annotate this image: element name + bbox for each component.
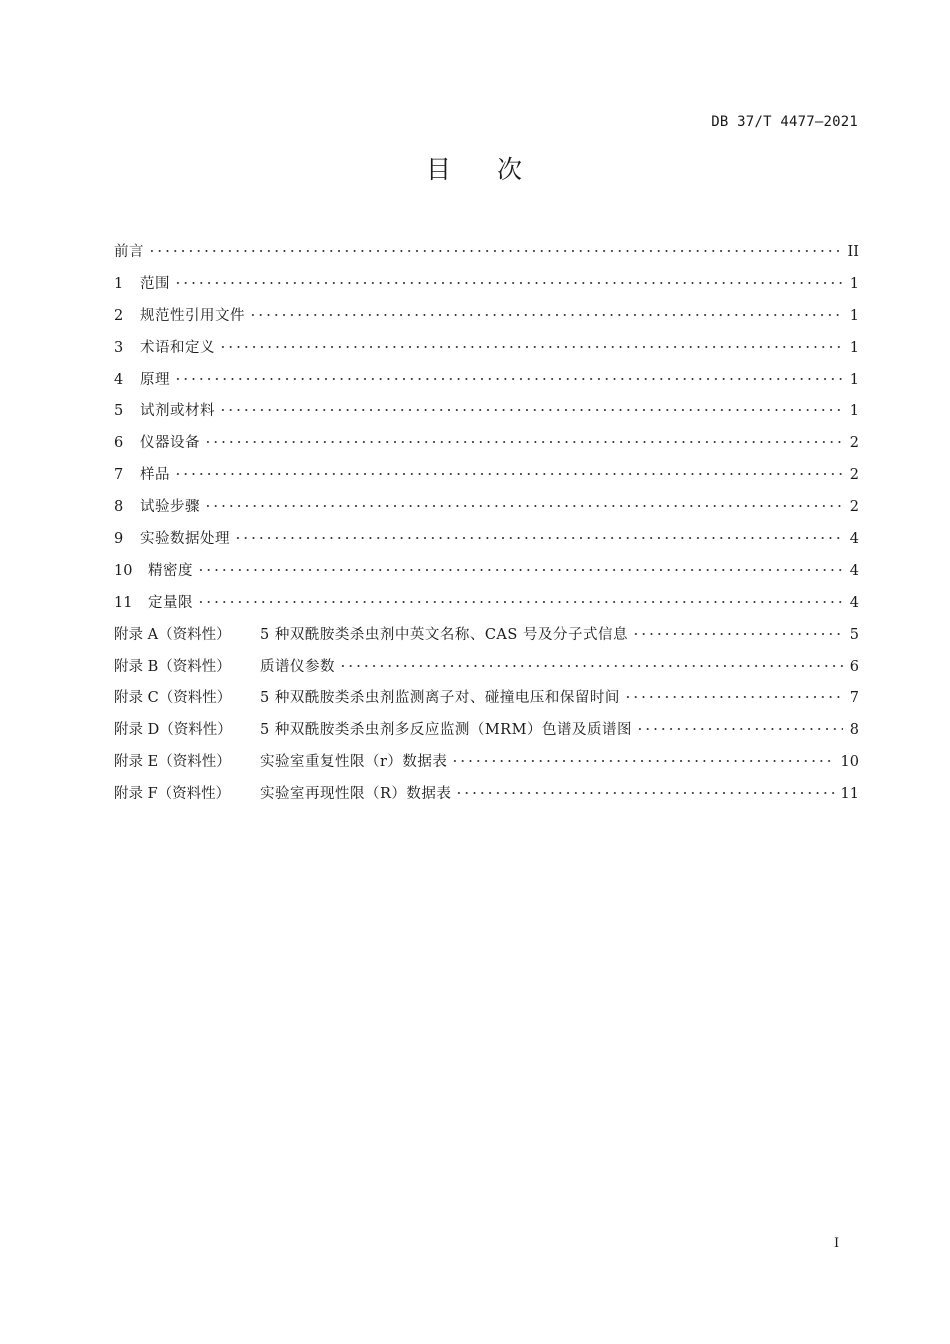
toc-entry-label: 前言 [114, 244, 144, 260]
toc-leader-dots [148, 236, 842, 256]
toc-entry-number: 11 [114, 594, 133, 611]
toc-entry-number: 2 [114, 307, 124, 324]
toc-entry-10[interactable] [114, 555, 859, 587]
toc-entry-2[interactable] [114, 300, 859, 332]
toc-leader-dots [234, 523, 843, 543]
toc-entry-label: 定量限 [148, 594, 193, 611]
page-title [0, 150, 950, 186]
toc-entry-page: 1 [849, 403, 859, 420]
toc-entry-label: 5 种双酰胺类杀虫剂多反应监测（MRM）色谱及质谱图 [260, 722, 632, 739]
toc-entry-label: 术语和定义 [140, 339, 215, 356]
toc-entry-label: 规范性引用文件 [140, 307, 245, 324]
page-title-right: 次 [497, 155, 525, 184]
toc-entry-page: 4 [849, 531, 859, 548]
toc-entry-number: 6 [114, 435, 124, 452]
toc-entry-label: 5 种双酰胺类杀虫剂中英文名称、CAS 号及分子式信息 [260, 626, 628, 643]
toc-entry-annex-f[interactable] [114, 778, 859, 810]
toc-leader-dots [174, 364, 843, 384]
toc-entry-4[interactable] [114, 364, 859, 396]
toc-leader-dots [451, 746, 834, 766]
toc-entry-label: 质谱仪参数 [260, 658, 335, 675]
toc-entry-foreword[interactable] [114, 236, 859, 268]
toc-leader-dots [174, 459, 843, 479]
toc-entry-annex-c[interactable] [114, 682, 859, 714]
toc-entry-label: 实验数据处理 [140, 531, 230, 548]
toc-entry-page: 2 [849, 499, 859, 516]
toc-entry-number: 9 [114, 531, 124, 548]
toc-entry-label: 精密度 [148, 562, 193, 579]
toc-annex-number: 附录 B（资料性） [114, 658, 231, 675]
toc-entry-label: 5 种双酰胺类杀虫剂监测离子对、碰撞电压和保留时间 [260, 690, 620, 707]
toc-leader-dots [204, 427, 843, 447]
toc-entry-8[interactable] [114, 491, 859, 523]
toc-entry-11[interactable] [114, 587, 859, 619]
toc-entry-3[interactable] [114, 332, 859, 364]
toc-entry-number: 7 [114, 467, 124, 484]
toc-entry-number: 8 [114, 499, 124, 516]
toc-entry-page: 8 [849, 722, 859, 739]
toc-leader-dots [624, 682, 843, 702]
toc-entry-page: 11 [840, 786, 859, 803]
toc-leader-dots [197, 555, 843, 575]
toc-entry-7[interactable] [114, 459, 859, 491]
toc-annex-number: 附录 A（资料性） [114, 626, 231, 643]
toc-entry-1[interactable] [114, 268, 859, 300]
toc-entry-page: 1 [849, 371, 859, 388]
toc-entry-label: 实验室重复性限（r）数据表 [260, 754, 448, 771]
toc-entry-label: 仪器设备 [140, 435, 200, 452]
toc-leader-dots [219, 332, 843, 352]
toc-entry-label: 原理 [140, 371, 170, 388]
toc-entry-number: 5 [114, 403, 124, 420]
toc-entry-label: 样品 [140, 467, 170, 484]
toc-entry-number: 4 [114, 371, 124, 388]
toc-entry-label: 试剂或材料 [140, 403, 215, 420]
toc-leader-dots [636, 714, 843, 734]
toc-annex-number: 附录 E（资料性） [114, 754, 231, 771]
toc-leader-dots [339, 651, 843, 671]
toc-entry-label: 试验步骤 [140, 499, 200, 516]
toc-entry-number: 10 [114, 562, 133, 579]
toc-entry-page: II [847, 244, 859, 260]
toc-entry-number: 3 [114, 339, 124, 356]
toc-entry-number: 1 [114, 275, 124, 292]
toc-annex-number: 附录 C（资料性） [114, 690, 232, 707]
toc-leader-dots [174, 268, 843, 288]
toc-leader-dots [219, 395, 843, 415]
toc-entry-page: 1 [849, 275, 859, 292]
toc-entry-annex-e[interactable] [114, 746, 859, 778]
toc-entry-label: 实验室再现性限（R）数据表 [260, 786, 452, 803]
toc-entry-page: 2 [849, 467, 859, 484]
toc-entry-annex-a[interactable] [114, 619, 859, 651]
standard-code: DB 37/T 4477—2021 [711, 114, 858, 130]
toc-entry-annex-b[interactable] [114, 651, 859, 683]
toc-entry-6[interactable] [114, 427, 859, 459]
toc-entry-page: 10 [840, 754, 859, 771]
toc-annex-number: 附录 F（资料性） [114, 786, 231, 803]
toc-entry-page: 6 [849, 658, 859, 675]
page-number: I [834, 1236, 840, 1251]
toc-annex-number: 附录 D（资料性） [114, 722, 232, 739]
toc-entry-page: 7 [849, 690, 859, 707]
toc-entry-annex-d[interactable] [114, 714, 859, 746]
toc-entry-page: 2 [849, 435, 859, 452]
toc-entry-page: 1 [849, 339, 859, 356]
toc-entry-page: 4 [849, 594, 859, 611]
toc-entry-page: 5 [849, 626, 859, 643]
table-of-contents [114, 236, 859, 810]
toc-entry-page: 1 [849, 307, 859, 324]
toc-leader-dots [249, 300, 843, 320]
toc-entry-page: 4 [849, 562, 859, 579]
toc-leader-dots [632, 619, 843, 639]
toc-leader-dots [455, 778, 834, 798]
toc-entry-label: 范围 [140, 275, 170, 292]
toc-leader-dots [204, 491, 843, 511]
page-title-left: 目 [425, 155, 453, 184]
toc-leader-dots [197, 587, 843, 607]
toc-entry-9[interactable] [114, 523, 859, 555]
toc-entry-5[interactable] [114, 395, 859, 427]
